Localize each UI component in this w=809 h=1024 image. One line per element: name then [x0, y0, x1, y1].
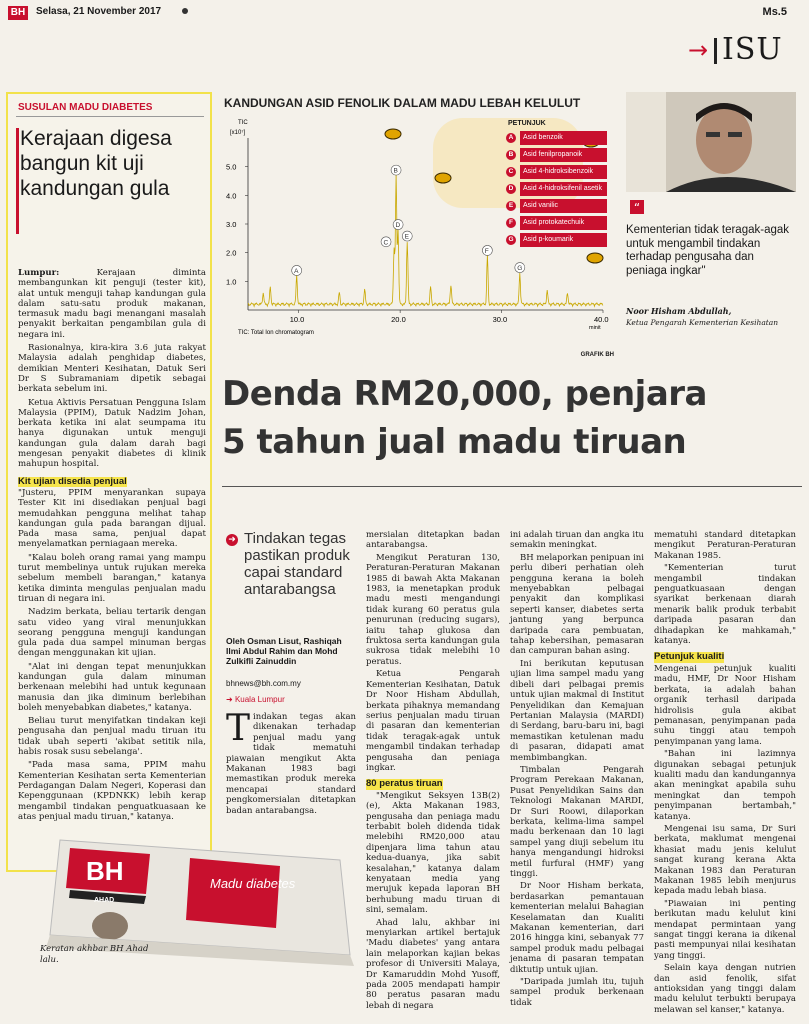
article-para: mematuhi standard ditetapkan mengikut Peraturan-Peraturan Makanan 1985.	[654, 530, 796, 561]
x-tick-label: 40.0	[594, 315, 609, 324]
section-label	[688, 32, 788, 68]
byline-email: bhnews@bh.com.my	[226, 679, 301, 688]
article-para: Mengikut Peraturan 130, Peraturan-Peraturan Makanan 1985 di bawah Akta Makanan 1983, ia menetapkan produk madu mesti mengandungi tidak kurang 60 peratus gula penurunan (reducing sugars), iaitu tahap glukosa dan fruktosa serta kandungan gula sukrosa tidak melebihi 10 peratus.	[366, 552, 500, 667]
article-para: Selain kaya dengan nutrien dan asid fenolik, sifat antioksidan yang tinggi dalam madu kelulut terbukti berupaya melawan sel kanser," katanya.	[654, 963, 796, 1015]
legend-label: Asid 4-hidroksibenzoik	[520, 165, 607, 179]
legend-letter: E	[506, 201, 516, 211]
separator-dot	[182, 8, 188, 14]
quote-author: Noor Hisham Abdullah,	[626, 306, 732, 316]
y-tick-label: 5.0	[226, 162, 237, 172]
section-name: ISU	[722, 32, 783, 67]
x-axis-label: TIC: Total Ion chromatogram	[238, 330, 314, 336]
headline-rule	[222, 486, 802, 487]
legend-item	[502, 182, 610, 197]
peak-label: G	[517, 265, 523, 273]
issue-date: Selasa, 21 November 2017	[36, 6, 162, 17]
legend-item	[502, 199, 610, 214]
location-name: Kuala Lumpur	[234, 695, 285, 704]
sidebar-para: Rasionalnya, kira-kira 3.6 juta rakyat Malaysia adalah penghidap diabetes, demikian Menteri Kesihatan, Datuk Seri Dr S Subramaniam dipetik sebagai berkata sebelum ini.	[18, 343, 206, 395]
peak-label: C	[383, 239, 389, 247]
legend-letter: A	[506, 133, 516, 143]
chart-credit: GRAFIK BH	[580, 352, 614, 358]
pull-quote: Kementerian tidak teragak-agak untuk mengambil tindakan terhadap pengusaha dan peniaga ingkar"	[626, 224, 790, 277]
peak-label: F	[484, 248, 489, 255]
article-column-3	[510, 530, 644, 1010]
x-tick-label: 10.0	[289, 315, 305, 324]
article-column-4	[654, 530, 796, 1017]
x-tick-label: 30.0	[492, 315, 508, 324]
clip-headline: Madu diabetes	[210, 876, 296, 891]
bee-icon	[587, 253, 603, 263]
legend-label: Asid benzoik	[520, 131, 607, 145]
title-accent-bar	[16, 128, 19, 234]
headline-line: Denda RM20,000, penjara	[222, 374, 707, 414]
y-tick-label: 3.0	[226, 220, 237, 229]
article-column-2	[366, 530, 500, 1013]
article-para: "Bahan ini lazimnya digunakan sebagai petunjuk kualiti madu dan kandungannya akan meningkat apabila suhu meningkat dan tempoh penyimpanan bertambah," katanya.	[654, 749, 796, 822]
x-tick-label: 20.0	[391, 315, 406, 324]
legend-letter: C	[506, 167, 516, 177]
standfirst: Tindakan tegas pastikan produk capai standard antarabangsa	[244, 530, 350, 598]
sidebar-para: "Kalau boleh orang ramai yang mampu turut membelinya untuk rujukan mereka sebelum membeli barangan," katanya ketika diminta mengulas penjualan madu tiruan di negara ini.	[18, 552, 206, 604]
legend-item	[502, 148, 610, 163]
article-para: "Mengikut Seksyen 13B(2)(e), Akta Makanan 1983, pengusaha dan peniaga madu terbabit boleh didenda tidak melebihi RM20,000 atau dipenjara lima tahun atau kedua-duanya, jika sabit kesalahan," katanya dalam kenyataan media yang merujuk kepada laporan BH berhubung madu tiruan di sini, semalam.	[366, 790, 500, 916]
sidebar-para: Ketua Aktivis Persatuan Pengguna Islam Malaysia (PPIM), Datuk Nadzim Johan, berkata ketika ini alat seumpama itu hanya digunakan untuk menguji kandungan gula dalam darah bagi mengesan penyakit diabetes di klinik mahupun hospital.	[18, 397, 206, 470]
article-column-1	[226, 708, 356, 818]
peak-label: D	[395, 222, 401, 230]
legend-label: Asid fenilpropanoik	[520, 148, 607, 162]
article-subhead: Petunjuk kualiti	[654, 651, 725, 663]
sidebar-kicker: SUSULAN MADU DIABETES	[18, 102, 153, 113]
byline: Oleh Osman Lisut, Rashiqah Ilmi Abdul Rahim dan Mohd Zulkifli Zainuddin	[226, 636, 342, 666]
article-para: Ahad lalu, akhbar ini menyiarkan artikel bertajuk 'Madu diabetes' yang antara lain melaporkan kajian bekas profesor di Universiti Malaya, Dr Kamaruddin Mohd Yusoff, pada 2005 mendapati hampir 80 peratus pasaran madu lebah di negara	[366, 917, 500, 1011]
article-para: "Piawaian ini penting berikutan madu kelulut kini mendapat permintaan yang sangat tinggi kerana ia dikenal pasti mempunyai nilai kesihatan yang tinggi.	[654, 898, 796, 961]
kicker-rule	[16, 116, 204, 117]
article-para: Ketua Pengarah Kementerian Kesihatan, Datuk Dr Noor Hisham Abdullah, berkata pihaknya memandang serius penjualan madu tiruan di pasaran dan kementerian tidak teragak-agak untuk mengambil tindakan terhadap pengusaha dan peniaga ingkar.	[366, 669, 500, 773]
sidebar-story	[6, 92, 212, 872]
sidebar-title: Kerajaan digesa bangun kit uji kandungan gula	[20, 127, 172, 200]
article-para: Mengenai petunjuk kualiti madu, HMF, Dr Noor Hisham berkata, ia adalah bahan organik terhasil daripada hidrolisis gula akibat pemanasan, penyimpanan pada suhu tinggi atau tempoh penyimpanan yang lama.	[654, 663, 796, 747]
clip-edition: AHAD	[94, 897, 115, 904]
x-axis-unit: minit	[589, 325, 601, 331]
sidebar-para: Beliau turut menyifatkan tindakan keji pengusaha dan penjual madu tiruan itu tidak ubah seperti 'akibat setitik nila, habis rosak susu sebelanga'.	[18, 716, 206, 758]
sidebar-subhead: Kit ujian disedia penjual	[18, 475, 127, 487]
legend-label: Asid vanilic	[520, 199, 607, 213]
sidebar-para: "Pada masa sama, PPIM mahu Kementerian Kesihatan serta Kementerian Perdagangan Dalam Negeri, Koperasi dan Kepenggunaan (KPDNKK) lebih kerap mengambil tindakan penguatkuasaan ke atas penjual madu tiruan," katanya.	[18, 760, 206, 822]
drop-cap: T	[226, 708, 251, 749]
legend-label: Asid 4-hidroksifenil asetik	[520, 182, 607, 196]
sidebar-para: "Alat ini dengan tepat menunjukkan kandungan gula dalam minuman berkenaan melebihi had untuk kegunaan manusia dan jika diminum berlebihan boleh menyebabkan diabetes," katanya.	[18, 661, 206, 713]
bee-icon	[385, 129, 401, 139]
sidebar-para: "Justeru, PPIM menyarankan supaya Tester Kit ini disediakan penjual bagi memudahkan pengguna melihat tahap kandungan gula pada barangan dijual. Pada masa sama, penjual dapat menyelamatkan perniagaan mereka.	[18, 487, 206, 550]
legend-title: PETUNJUK	[508, 120, 546, 127]
article-para: Timbalan Pengarah Program Perekaan Makanan, Pusat Penyelidikan Sains dan Teknologi Makanan MARDI, Dr Suri Roowi, dilaporkan berkata, kelima-lima sampel madu berkenaan dan 10 lagi sampel yang diuji sebelum itu hanya mengandungi hidroksi metil furfural (HMF) yang tinggi.	[510, 764, 644, 879]
peak-label: B	[393, 167, 398, 175]
y-axis-unit: [x10⁷]	[230, 130, 246, 136]
section-divider	[714, 38, 717, 64]
headline-line: 5 tahun jual madu tiruan	[222, 422, 687, 462]
dateline: Lumpur:	[18, 268, 60, 278]
legend-item	[502, 131, 610, 146]
legend-letter: D	[506, 184, 516, 194]
article-para: ini adalah tiruan dan angka itu semakin meningkat.	[510, 530, 644, 551]
y-tick-label: 4.0	[226, 191, 237, 201]
person-icon	[626, 92, 796, 192]
peak-label: E	[404, 233, 409, 241]
article-para: indakan tegas akan dikenakan terhadap penjual madu yang tidak mematuhi piawaian mengikut Akta Makanan 1983 bagi memastikan produk mereka mencapai standard pengkomersialan ditetapkan badan antarabangsa.	[226, 712, 356, 816]
legend-letter: G	[506, 235, 516, 245]
y-tick-label: 2.0	[226, 248, 237, 258]
article-para: BH melaporkan penipuan ini perlu diberi perhatian oleh pengguna kerana ia boleh menyebabkan pelbagai penyakit dan komplikasi seperti kanser, diabetes serta jantung yang berpunca daripada cara pembuatan, tahap kebersihan, pemasaran dan campuran bahan asing.	[510, 552, 644, 657]
clipping-caption: Keratan akhbar BH Ahad lalu.	[40, 944, 149, 965]
bee-icon	[435, 173, 451, 183]
chart-legend	[502, 120, 610, 250]
peak-label: A	[294, 268, 299, 276]
arrow-right-icon: ➜	[226, 534, 238, 546]
article-subhead: 80 peratus tiruan	[366, 778, 443, 790]
article-para: Mengenai isu sama, Dr Suri berkata, maklumat mengenai khasiat madu jenis kelulut sangat kurang kerana Akta Makanan 1983 dan Peraturan Makanan 1985 lebih menjurus kepada madu lebah biasa.	[654, 823, 796, 897]
legend-label: Asid p-koumarik	[520, 233, 607, 247]
article-para: "Kementerian turut mengambil tindakan penguatkuasaan dengan syarikat berkenaan diarah menarik balik produk terbabit daripada pasaran dan dihadapkan ke mahkamah," katanya.	[654, 563, 796, 647]
legend-item	[502, 165, 610, 180]
article-para: mersialan ditetapkan badan antarabangsa.	[366, 530, 500, 551]
y-tick-label: 1.0	[226, 277, 237, 287]
main-headline	[222, 370, 802, 466]
quote-icon: “	[630, 200, 644, 214]
legend-item	[502, 233, 610, 248]
article-para: Ini berikutan keputusan ujian lima sampel madu yang dibeli dari pelbagai premis untuk ujian makmal di Institut Penyelidikan dan Kemajuan Pertanian Malaysia (MARDI) di Serdang, baru-baru ini, bagi memastikan ketulenan madu di pasaran, didapati amat membimbangkan.	[510, 658, 644, 763]
sidebar-body	[18, 268, 206, 825]
page-number: Ms.5	[762, 6, 787, 18]
legend-letter: F	[506, 218, 516, 228]
clip-masthead: BH	[86, 856, 124, 886]
portrait-photo	[626, 92, 796, 192]
dateline-location: ➜ Kuala Lumpur	[226, 695, 285, 704]
chromatogram-chart	[218, 92, 618, 360]
legend-label: Asid protokatechuik	[520, 216, 607, 230]
arrow-right-icon: →	[688, 36, 709, 64]
article-para: Dr Noor Hisham berkata, berdasarkan pemantauan kementerian melalui Bahagian Keselamatan dan Kualiti Makanan kementerian, dari 2016 hingga kini, sebanyak 77 sampel produk madu pelbagai jenama di pasaran tempatan diktutip untuk ujian.	[510, 881, 644, 975]
legend-item	[502, 216, 610, 231]
quote-role: Ketua Pengarah Kementerian Kesihatan	[626, 318, 779, 327]
bh-logo: BH	[8, 6, 28, 20]
y-axis-label: TIC	[238, 120, 248, 126]
article-para: "Daripada jumlah itu, tujuh sampel produk berkenaan tidak	[510, 977, 644, 1008]
sidebar-para: Nadzim berkata, beliau tertarik dengan satu video yang viral menunjukkan seorang pengguna menguji kandungan gula pada dua sampel minuman bergas dengan menggunakan kit ujian.	[18, 607, 206, 659]
legend-letter: B	[506, 150, 516, 160]
sidebar-para: Kerajaan diminta membangunkan kit penguji (tester kit), alat untuk menguji tahap kandungan gula dalam satu-satu produk makanan, termasuk madu bagi menangani masalah penyakit berkaitan pengambilan gula di negara ini.	[18, 268, 206, 340]
chart-title: KANDUNGAN ASID FENOLIK DALAM MADU LEBAH KELULUT	[224, 96, 581, 110]
